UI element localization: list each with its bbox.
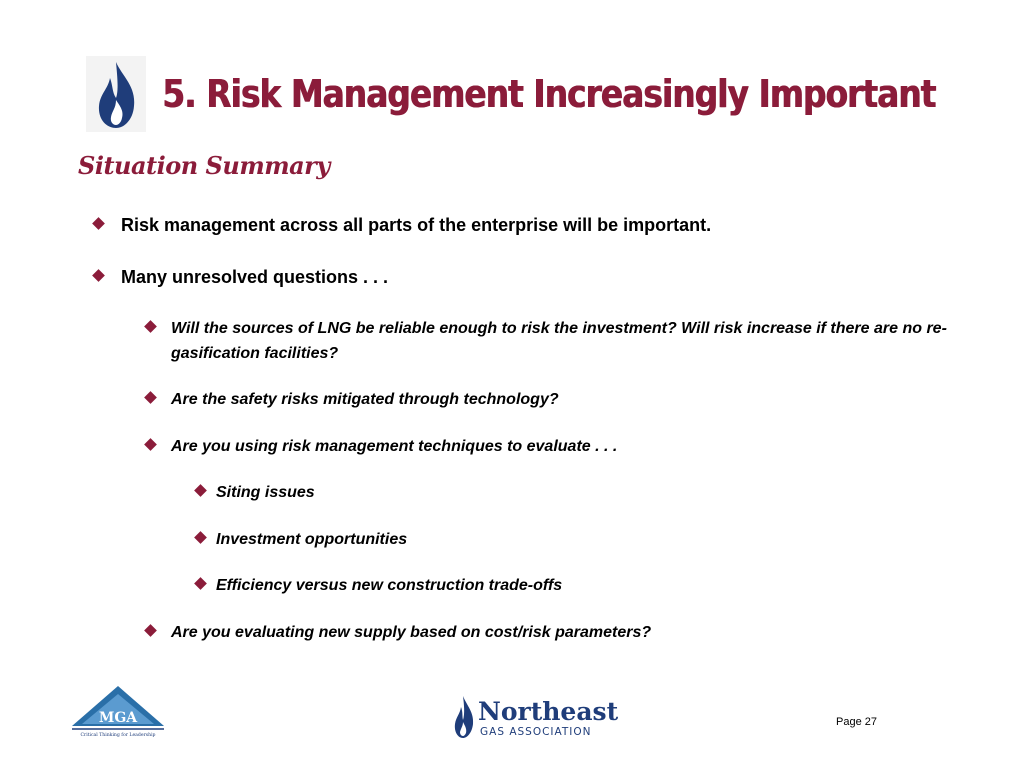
sub-sub-bullet-item xyxy=(194,527,954,552)
sub-bullet-item xyxy=(144,387,974,412)
sub-sub-bullet-item xyxy=(194,480,954,505)
diamond-bullet-icon xyxy=(194,531,208,545)
sub-bullet-item xyxy=(144,620,974,645)
diamond-bullet-icon xyxy=(144,438,158,452)
sub-bullet-item xyxy=(144,316,974,366)
bullet-text: Risk management across all parts of the enterprise will be important. xyxy=(121,215,712,235)
slide-subtitle: Situation Summary xyxy=(78,151,330,180)
page-number: Page 27 xyxy=(836,716,877,728)
diamond-bullet-icon xyxy=(92,217,106,231)
nga-logo-sub: GAS ASSOCIATION xyxy=(480,726,592,738)
sub-sub-bullet-text: Efficiency versus new construction trade-offs xyxy=(216,577,563,594)
sub-bullet-text: Are you evaluating new supply based on cost/risk parameters? xyxy=(171,624,652,641)
diamond-bullet-icon xyxy=(144,624,158,638)
sub-sub-bullet-item xyxy=(194,573,954,598)
bullet-item xyxy=(92,214,972,236)
slide-title: 5. Risk Management Increasingly Important xyxy=(162,72,936,116)
sub-bullet-item xyxy=(144,434,974,459)
nga-logo-name: Northeast xyxy=(478,697,619,726)
mga-logo xyxy=(68,684,168,740)
diamond-bullet-icon xyxy=(92,269,106,283)
mga-logo-letters: MGA xyxy=(98,710,138,726)
sub-bullet-text: Are you using risk management techniques to evaluate . . . xyxy=(171,438,618,455)
sub-bullet-text: Will the sources of LNG be reliable enough to risk the investment? Will risk increase if there are no re-gasification facilities? xyxy=(171,320,947,362)
bullet-item xyxy=(92,266,972,288)
sub-sub-bullet-text: Siting issues xyxy=(216,484,315,501)
flame-logo-icon xyxy=(86,56,146,132)
diamond-bullet-icon xyxy=(144,391,158,405)
diamond-bullet-icon xyxy=(194,577,208,591)
mga-logo-tagline: Critical Thinking for Leadership xyxy=(80,733,156,738)
bullet-text: Many unresolved questions . . . xyxy=(121,267,389,287)
sub-sub-bullet-text: Investment opportunities xyxy=(216,531,408,548)
diamond-bullet-icon xyxy=(194,484,208,498)
nga-logo xyxy=(452,692,622,742)
diamond-bullet-icon xyxy=(144,320,158,334)
sub-bullet-text: Are the safety risks mitigated through technology? xyxy=(171,391,559,408)
